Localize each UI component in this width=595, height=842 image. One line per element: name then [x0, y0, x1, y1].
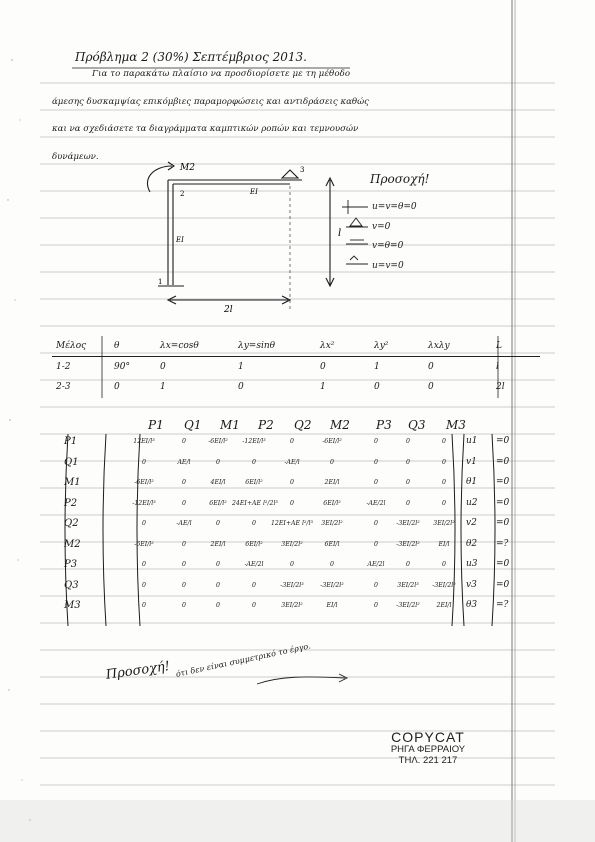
- rhs-entry: =0: [496, 559, 510, 569]
- matrix-cell: 0: [406, 561, 410, 568]
- unknown-entry: θ2: [466, 538, 478, 549]
- col-lx2: λx²: [316, 336, 370, 357]
- matrix-cell: 3EI/2l²: [281, 540, 303, 548]
- matrix-cell: -AE/2l: [366, 499, 386, 507]
- rhs-entry: =0: [496, 579, 510, 590]
- matrix-cell: 0: [182, 581, 186, 589]
- unknown-entry: u3: [466, 559, 478, 569]
- matrix-cell: -3EI/2l²: [432, 581, 456, 589]
- matrix-col-header: P2: [258, 418, 274, 432]
- matrix-cell: EI/l: [438, 540, 450, 548]
- unknown-entry: u1: [466, 436, 478, 446]
- matrix-cell: 0: [290, 499, 294, 507]
- matrix-row-label: M3: [64, 600, 81, 611]
- matrix-col-header: Q1: [184, 418, 202, 432]
- node-2-label: 2: [180, 190, 185, 198]
- matrix-cell: 0: [182, 438, 186, 445]
- matrix-row-label: M1: [64, 477, 81, 488]
- matrix-col-header: Q2: [294, 418, 312, 432]
- matrix-cell: 4EI/l: [210, 479, 226, 486]
- matrix-cell: 0: [290, 479, 294, 486]
- matrix-cell: 6EI/l²: [245, 479, 263, 486]
- matrix-cell: 0: [330, 458, 334, 466]
- matrix-cell: 6EI/l: [324, 540, 340, 548]
- moment-label: M2: [180, 163, 195, 173]
- col-member: Μέλος: [52, 336, 110, 357]
- col-length: L: [492, 336, 540, 357]
- matrix-cell: 0: [182, 540, 186, 548]
- matrix-cell: 0: [374, 540, 378, 548]
- matrix-row-label: Q1: [64, 456, 79, 468]
- matrix-cell: 0: [374, 581, 378, 589]
- rhs-entry: =0: [496, 518, 510, 528]
- rhs-entry: =?: [496, 538, 509, 549]
- col-ly: λy=sinθ: [234, 336, 316, 357]
- col-ly2: λy²: [370, 336, 424, 357]
- matrix-row-label: Q2: [64, 518, 79, 529]
- matrix-cell: 0: [252, 520, 256, 527]
- matrix-col-header: P1: [148, 418, 164, 432]
- matrix-cell: 0: [406, 479, 410, 486]
- matrix-cell: -6EI/l²: [208, 438, 228, 445]
- col-lx: λx=cosθ: [156, 336, 234, 357]
- frame-diagram: [140, 160, 360, 320]
- matrix-cell: 0: [142, 581, 146, 589]
- matrix-cell: -3EI/2l²: [396, 520, 420, 527]
- matrix-row-label: Q3: [64, 579, 79, 591]
- matrix-cell: 0: [374, 438, 378, 445]
- matrix-cell: 0: [406, 458, 410, 466]
- statement-line-4: δυνάμεων.: [52, 152, 99, 162]
- matrix-row-label: P2: [64, 497, 78, 509]
- matrix-cell: 2EI/l: [324, 479, 340, 486]
- matrix-cell: -3EI/2l³: [280, 581, 304, 589]
- matrix-cell: 0: [290, 438, 294, 445]
- matrix-cell: -12EI/l³: [132, 499, 156, 507]
- matrix-cell: -6EI/l²: [134, 540, 154, 548]
- matrix-cell: -AE/l: [176, 520, 192, 527]
- matrix-cell: 3EI/2l²: [321, 520, 343, 527]
- matrix-cell: 0: [142, 602, 146, 609]
- matrix-cell: -3EI/2l²: [396, 540, 420, 548]
- matrix-brackets: [60, 430, 520, 630]
- matrix-cell: -12EI/l³: [242, 438, 266, 445]
- footnote-detail: ότι δεν είναι συμμετρικό το έργο.: [175, 641, 312, 679]
- matrix-col-header: M2: [330, 418, 350, 432]
- matrix-cell: 2EI/l: [210, 540, 226, 548]
- matrix-cell: 0: [374, 520, 378, 527]
- matrix-cell: 0: [330, 561, 334, 568]
- rhs-entry: =0: [496, 436, 510, 446]
- matrix-col-header: P3: [376, 418, 392, 432]
- footnote-warning: Προσοχή!: [105, 659, 171, 683]
- matrix-cell: 0: [252, 581, 256, 589]
- matrix-cell: 12EI+AE l²/l³: [271, 520, 313, 527]
- matrix-cell: 6EI/l²: [245, 540, 263, 548]
- matrix-cell: 6EI/l²: [209, 499, 227, 507]
- statement-line-1: Για το παρακάτω πλαίσιο να προσδιορίσετε με τη μέθοδο: [92, 69, 351, 79]
- statement-line-2: άμεσης δυσκαμψίας επικόμβιες παραμορφώσεις και αντιδράσεις καθώς: [52, 97, 369, 107]
- matrix-cell: 0: [182, 602, 186, 609]
- matrix-cell: 0: [216, 458, 220, 466]
- squiggle-arrow: [255, 670, 355, 690]
- matrix-cell: 0: [406, 438, 410, 445]
- stamp-line-3: ΤΗΛ. 221 217: [398, 754, 458, 766]
- legend-pin: u=v=0: [372, 261, 404, 271]
- rhs-entry: =0: [496, 456, 510, 467]
- span-label: 2l: [224, 305, 233, 315]
- warning-text: Προσοχή!: [370, 172, 430, 186]
- matrix-cell: 0: [216, 581, 220, 589]
- matrix-cell: 24EI+AE l²/2l³: [232, 499, 278, 507]
- statement-line-3: και να σχεδιάσετε τα διαγράμματα καμπτικών ροπών και τεμνουσών: [52, 124, 359, 134]
- matrix-cell: -6EI/l²: [134, 479, 154, 486]
- matrix-cell: 0: [182, 479, 186, 486]
- matrix-cell: 0: [442, 561, 446, 568]
- matrix-cell: 12EI/l³: [133, 438, 155, 445]
- matrix-cell: 2EI/l: [436, 602, 452, 609]
- copycat-stamp: [368, 730, 488, 766]
- matrix-cell: 3EI/2l²: [433, 520, 455, 527]
- matrix-cell: 3EI/2l³: [397, 581, 419, 589]
- unknown-entry: v2: [466, 518, 477, 528]
- matrix-cell: 0: [442, 479, 446, 486]
- col-theta: θ: [110, 336, 156, 357]
- matrix-cell: 3EI/2l²: [281, 602, 303, 609]
- matrix-cell: 0: [290, 561, 294, 568]
- unknown-entry: θ1: [466, 477, 478, 487]
- matrix-cell: 0: [216, 520, 220, 527]
- matrix-cell: 0: [374, 602, 378, 609]
- node-1-label: 1: [158, 278, 163, 286]
- matrix-cell: AE/l: [177, 458, 191, 466]
- col-lxly: λxλy: [424, 336, 492, 357]
- unknown-entry: θ3: [466, 600, 478, 610]
- matrix-cell: 0: [252, 602, 256, 609]
- rhs-entry: =0: [496, 497, 510, 508]
- matrix-cell: 0: [442, 499, 446, 507]
- height-label: l: [338, 228, 342, 239]
- unknown-entry: v1: [466, 456, 477, 467]
- matrix-col-header: M3: [446, 418, 466, 432]
- legend-roller: v=0: [372, 222, 391, 232]
- matrix-row-label: P1: [64, 436, 78, 447]
- matrix-cell: 0: [252, 458, 256, 466]
- matrix-row-label: M2: [64, 538, 81, 550]
- beam-ei-label: EI: [250, 188, 258, 196]
- node-3-label: 3: [300, 166, 305, 174]
- matrix-cell: EI/l: [326, 602, 338, 609]
- matrix-cell: 0: [406, 499, 410, 507]
- column-ei-label: EI: [176, 236, 184, 244]
- matrix-cell: -AE/2l: [244, 561, 264, 568]
- matrix-cell: 0: [442, 458, 446, 466]
- legend-fixed: u=v=θ=0: [372, 202, 417, 212]
- matrix-cell: 0: [216, 602, 220, 609]
- matrix-cell: 0: [374, 479, 378, 486]
- table-rules: [100, 336, 500, 398]
- matrix-cell: -3EI/2l²: [396, 602, 420, 609]
- matrix-col-header: Q3: [408, 418, 426, 432]
- matrix-row-label: P3: [64, 559, 78, 570]
- rhs-entry: =0: [496, 477, 510, 487]
- matrix-cell: 0: [216, 561, 220, 568]
- matrix-col-header: M1: [220, 418, 240, 432]
- matrix-cell: 0: [374, 458, 378, 466]
- problem-title: Πρόβλημα 2 (30%) Σεπτέμβριος 2013.: [75, 50, 307, 64]
- matrix-cell: 0: [182, 561, 186, 568]
- matrix-cell: -6EI/l²: [322, 438, 342, 445]
- matrix-cell: 0: [142, 520, 146, 527]
- legend-guided: v=θ=0: [372, 241, 404, 251]
- table-row: 2-3 0 1 0 1 0 0 2l: [56, 382, 505, 392]
- matrix-cell: 0: [142, 458, 146, 466]
- matrix-cell: AE/2l: [367, 561, 385, 568]
- table-row: 1-2 90° 0 1 0 1 0 l: [56, 362, 499, 372]
- unknown-entry: u2: [466, 497, 478, 508]
- support-symbols: [340, 196, 370, 286]
- matrix-cell: 0: [182, 499, 186, 507]
- stamp-line-1: COPYCAT: [391, 729, 465, 745]
- matrix-cell: 6EI/l²: [323, 499, 341, 507]
- matrix-cell: -3EI/2l²: [320, 581, 344, 589]
- stamp-line-2: ΡΗΓΑ ΦΕΡΡΑΙΟΥ: [390, 744, 466, 756]
- rhs-entry: =?: [496, 600, 509, 610]
- matrix-cell: -AE/l: [284, 458, 300, 466]
- matrix-cell: 0: [442, 438, 446, 445]
- unknown-entry: v3: [466, 579, 477, 590]
- matrix-cell: 0: [142, 561, 146, 568]
